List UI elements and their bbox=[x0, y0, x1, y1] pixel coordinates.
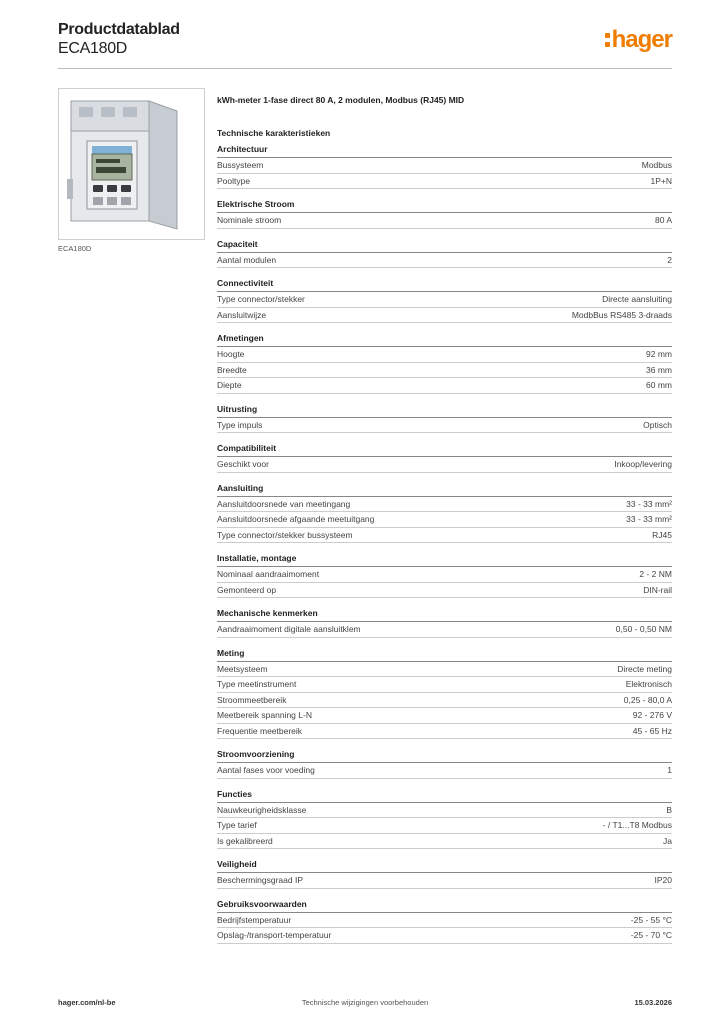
spec-row bbox=[217, 363, 672, 379]
spec-label: Aansluitwijze bbox=[217, 309, 267, 320]
spec-value: 1P+N bbox=[650, 175, 672, 186]
spec-group-title: Compatibiliteit bbox=[217, 443, 672, 457]
spec-label: Gemonteerd op bbox=[217, 584, 277, 595]
spec-group-title: Mechanische kenmerken bbox=[217, 608, 672, 622]
spec-value: Directe aansluiting bbox=[602, 294, 672, 305]
page-footer bbox=[58, 998, 672, 1010]
spec-row bbox=[217, 834, 672, 850]
spec-row bbox=[217, 457, 672, 473]
spec-value: Directe meting bbox=[617, 663, 672, 674]
spec-row bbox=[217, 708, 672, 724]
spec-label: Bedrijfstemperatuur bbox=[217, 914, 292, 925]
footer-disclaimer: Technische wijzigingen voorbehouden bbox=[301, 998, 429, 1007]
spec-label: Nauwkeurigheidsklasse bbox=[217, 804, 307, 815]
spec-row bbox=[217, 567, 672, 583]
spec-value: 36 mm bbox=[646, 364, 672, 375]
spec-group-title: Gebruiksvoorwaarden bbox=[217, 899, 672, 913]
spec-value: Elektronisch bbox=[625, 679, 672, 690]
spec-group bbox=[217, 648, 672, 740]
spec-label: Nominaal aandraaimoment bbox=[217, 569, 320, 580]
spec-row bbox=[217, 724, 672, 740]
spec-value: 0,25 - 80,0 A bbox=[623, 694, 672, 705]
spec-value: Ja bbox=[663, 835, 672, 846]
spec-row bbox=[217, 418, 672, 434]
spec-group bbox=[217, 144, 672, 189]
spec-label: Aantal fases voor voeding bbox=[217, 765, 315, 776]
spec-label: Pooltype bbox=[217, 175, 251, 186]
spec-label: Type impuls bbox=[217, 419, 263, 430]
spec-value: 45 - 65 Hz bbox=[632, 725, 672, 736]
spec-row bbox=[217, 497, 672, 513]
spec-group bbox=[217, 443, 672, 473]
spec-row bbox=[217, 583, 672, 599]
spec-value: Inkoop/levering bbox=[614, 459, 672, 470]
spec-group-title: Stroomvoorziening bbox=[217, 749, 672, 763]
spec-row bbox=[217, 253, 672, 269]
spec-value: 92 - 276 V bbox=[632, 710, 672, 721]
spec-group-title: Capaciteit bbox=[217, 239, 672, 253]
spec-row bbox=[217, 677, 672, 693]
spec-value: 0,50 - 0,50 NM bbox=[615, 624, 672, 635]
spec-group bbox=[217, 404, 672, 434]
spec-value: 2 bbox=[667, 254, 672, 265]
header-divider bbox=[58, 68, 672, 69]
spec-group bbox=[217, 333, 672, 394]
spec-value: B bbox=[666, 804, 672, 815]
spec-label: Hoogte bbox=[217, 349, 245, 360]
spec-row bbox=[217, 308, 672, 324]
spec-group bbox=[217, 553, 672, 598]
spec-value: ModbBus RS485 3-draads bbox=[571, 309, 672, 320]
spec-value: 60 mm bbox=[646, 380, 672, 391]
hager-logo bbox=[605, 26, 672, 54]
spec-group-title: Elektrische Stroom bbox=[217, 199, 672, 213]
spec-label: Frequentie meetbereik bbox=[217, 725, 303, 736]
spec-group-title: Aansluiting bbox=[217, 483, 672, 497]
spec-row bbox=[217, 174, 672, 190]
logo-dots-icon bbox=[605, 29, 611, 49]
spec-row bbox=[217, 378, 672, 394]
spec-value: 1 bbox=[667, 765, 672, 776]
spec-groups bbox=[217, 144, 672, 944]
spec-group bbox=[217, 199, 672, 229]
spec-content bbox=[217, 94, 672, 944]
logo-wordmark: hager bbox=[611, 26, 672, 53]
spec-row bbox=[217, 292, 672, 308]
spec-label: Stroommeetbereik bbox=[217, 694, 287, 705]
spec-row bbox=[217, 213, 672, 229]
spec-label: Meetsysteem bbox=[217, 663, 268, 674]
spec-label: Is gekalibreerd bbox=[217, 835, 273, 846]
spec-group bbox=[217, 239, 672, 269]
spec-value: 80 A bbox=[654, 215, 672, 226]
spec-value: IP20 bbox=[654, 875, 672, 886]
spec-value: Modbus bbox=[641, 160, 672, 171]
document-title: Productdatablad bbox=[58, 21, 180, 38]
spec-group bbox=[217, 278, 672, 323]
document-header bbox=[58, 20, 180, 58]
spec-group-title: Veiligheid bbox=[217, 859, 672, 873]
spec-row bbox=[217, 803, 672, 819]
spec-label: Nominale stroom bbox=[217, 215, 282, 226]
spec-label: Type tarief bbox=[217, 820, 257, 831]
spec-value: -25 - 70 °C bbox=[630, 930, 672, 941]
spec-value: - / T1...T8 Modbus bbox=[602, 820, 672, 831]
spec-group bbox=[217, 608, 672, 638]
spec-label: Type connector/stekker bbox=[217, 294, 305, 305]
spec-label: Beschermingsgraad IP bbox=[217, 875, 303, 886]
spec-row bbox=[217, 913, 672, 929]
spec-group-title: Uitrusting bbox=[217, 404, 672, 418]
spec-value: 92 mm bbox=[646, 349, 672, 360]
spec-row bbox=[217, 347, 672, 363]
spec-group-title: Afmetingen bbox=[217, 333, 672, 347]
spec-value: -25 - 55 °C bbox=[630, 914, 672, 925]
spec-value: 33 - 33 mm² bbox=[626, 498, 672, 509]
product-image bbox=[58, 88, 205, 240]
spec-label: Diepte bbox=[217, 380, 242, 391]
spec-group bbox=[217, 899, 672, 944]
spec-value: RJ45 bbox=[652, 529, 672, 540]
spec-row bbox=[217, 158, 672, 174]
product-code: ECA180D bbox=[58, 40, 128, 57]
spec-label: Meetbereik spanning L-N bbox=[217, 710, 312, 721]
spec-label: Type connector/stekker bussysteem bbox=[217, 529, 353, 540]
spec-row bbox=[217, 818, 672, 834]
spec-group-title: Meting bbox=[217, 648, 672, 662]
spec-row bbox=[217, 528, 672, 544]
spec-row bbox=[217, 662, 672, 678]
spec-label: Aantal modulen bbox=[217, 254, 277, 265]
spec-row bbox=[217, 928, 672, 944]
spec-label: Breedte bbox=[217, 364, 247, 375]
spec-value: Optisch bbox=[643, 419, 672, 430]
spec-label: Aansluitdoorsnede afgaande meetuitgang bbox=[217, 514, 375, 525]
spec-value: DIN-rail bbox=[643, 584, 672, 595]
spec-label: Aandraaimoment digitale aansluitklem bbox=[217, 624, 361, 635]
spec-row bbox=[217, 693, 672, 709]
footer-website: hager.com/nl-be bbox=[58, 998, 116, 1007]
spec-group-title: Connectiviteit bbox=[217, 278, 672, 292]
spec-group bbox=[217, 483, 672, 544]
spec-group-title: Architectuur bbox=[217, 144, 672, 158]
spec-row bbox=[217, 873, 672, 889]
spec-label: Opslag-/transport-temperatuur bbox=[217, 930, 332, 941]
spec-value: 2 - 2 NM bbox=[639, 569, 672, 580]
spec-label: Bussysteem bbox=[217, 160, 264, 171]
spec-row bbox=[217, 763, 672, 779]
spec-group bbox=[217, 789, 672, 850]
spec-label: Type meetinstrument bbox=[217, 679, 297, 690]
footer-date: 15.03.2026 bbox=[634, 998, 672, 1007]
energy-meter-illustration bbox=[59, 89, 204, 239]
spec-row bbox=[217, 622, 672, 638]
spec-group bbox=[217, 859, 672, 889]
product-description: kWh-meter 1-fase direct 80 A, 2 modulen, Modbus (RJ45) MID bbox=[217, 95, 465, 105]
image-caption: ECA180D bbox=[58, 244, 92, 253]
spec-group bbox=[217, 749, 672, 779]
spec-group-title: Functies bbox=[217, 789, 672, 803]
spec-group-title: Installatie, montage bbox=[217, 553, 672, 567]
spec-row bbox=[217, 512, 672, 528]
spec-label: Aansluitdoorsnede van meetingang bbox=[217, 498, 351, 509]
section-heading: Technische karakteristieken bbox=[217, 128, 331, 138]
spec-value: 33 - 33 mm² bbox=[626, 514, 672, 525]
spec-label: Geschikt voor bbox=[217, 459, 269, 470]
